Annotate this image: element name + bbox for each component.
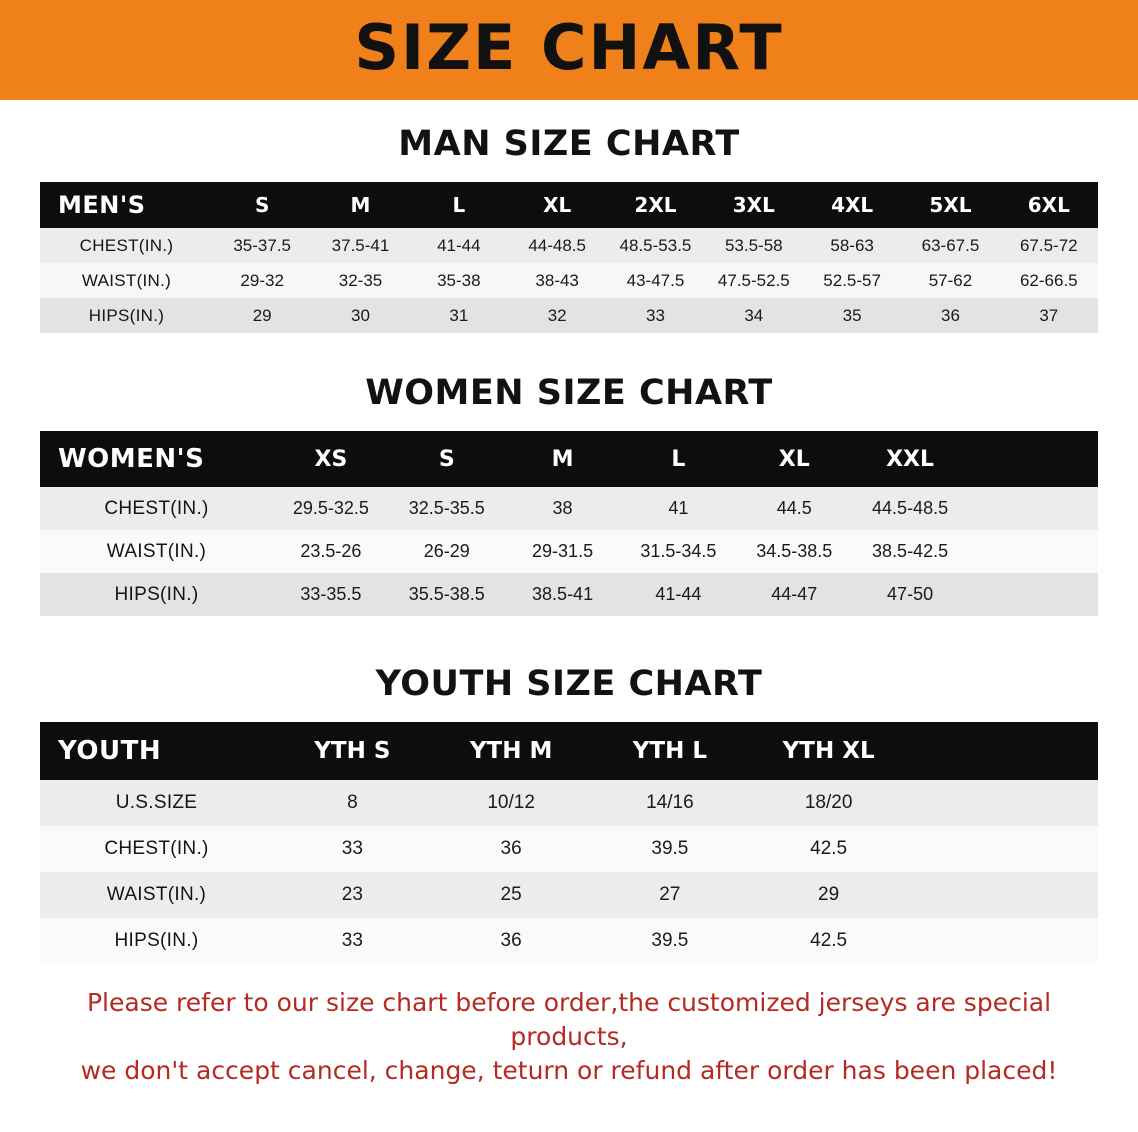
man-row-1-label: WAIST(IN.) [40, 263, 213, 298]
man-row-1-cell-4: 43-47.5 [606, 263, 704, 298]
women-row-2-cell-2: 38.5-41 [505, 573, 621, 616]
man-table-wrap [0, 182, 1138, 333]
youth-row-2-cell-1: 25 [432, 872, 591, 918]
youth-row-0-cell-1: 10/12 [432, 780, 591, 826]
man-row-2-label: HIPS(IN.) [40, 298, 213, 333]
man-row-0-cell-0: 35-37.5 [213, 228, 311, 263]
policy-note-line-1: Please refer to our size chart before order,the customized jerseys are special products, [86, 988, 1052, 1051]
youth-row-1-cell-2: 39.5 [591, 826, 750, 872]
youth-row-0-cell-3: 18/20 [749, 780, 908, 826]
youth-row-3-cell-1: 36 [432, 918, 591, 964]
women-col-5: XXL [852, 431, 968, 487]
table-header-row [40, 431, 1098, 487]
youth-table-wrap [0, 722, 1138, 964]
table-row [40, 918, 1098, 964]
youth-row-3-label: HIPS(IN.) [40, 918, 273, 964]
man-row-2-cell-2: 31 [410, 298, 508, 333]
table-header-row [40, 722, 1098, 780]
women-corner-label: WOMEN'S [40, 431, 273, 487]
women-section-heading: WOMEN SIZE CHART [365, 373, 773, 413]
policy-note-line-2: we don't accept cancel, change, teturn or refund after order has been placed! [80, 1055, 1058, 1085]
man-row-0-cell-2: 41-44 [410, 228, 508, 263]
youth-row-2-label: WAIST(IN.) [40, 872, 273, 918]
women-row-2-cell-1: 35.5-38.5 [389, 573, 505, 616]
man-row-0-label: CHEST(IN.) [40, 228, 213, 263]
youth-row-0-cell-0: 8 [273, 780, 432, 826]
table-row [40, 298, 1098, 333]
women-row-0-label: CHEST(IN.) [40, 487, 273, 530]
youth-col-2: YTH L [591, 722, 750, 780]
man-col-2: L [410, 182, 508, 228]
women-row-2-cell-4: 44-47 [736, 573, 852, 616]
women-col-3: L [620, 431, 736, 487]
policy-note [36, 986, 1102, 1087]
women-size-table [40, 431, 1098, 616]
women-row-2-spacer [968, 573, 1098, 616]
man-row-0-cell-7: 63-67.5 [901, 228, 999, 263]
youth-row-3-cell-3: 42.5 [749, 918, 908, 964]
women-table-wrap [0, 431, 1138, 616]
table-row [40, 228, 1098, 263]
man-row-1-cell-2: 35-38 [410, 263, 508, 298]
man-col-5: 3XL [705, 182, 803, 228]
youth-row-1-cell-1: 36 [432, 826, 591, 872]
youth-row-3-cell-2: 39.5 [591, 918, 750, 964]
man-row-2-cell-4: 33 [606, 298, 704, 333]
man-row-2-cell-5: 34 [705, 298, 803, 333]
man-row-2-cell-1: 30 [311, 298, 409, 333]
man-row-0-cell-8: 67.5-72 [1000, 228, 1098, 263]
youth-col-1: YTH M [432, 722, 591, 780]
women-row-2-cell-0: 33-35.5 [273, 573, 389, 616]
youth-row-1-label: CHEST(IN.) [40, 826, 273, 872]
youth-col-3: YTH XL [749, 722, 908, 780]
women-row-0-cell-4: 44.5 [736, 487, 852, 530]
youth-row-2-cell-0: 23 [273, 872, 432, 918]
man-row-2-cell-7: 36 [901, 298, 999, 333]
women-row-1-cell-0: 23.5-26 [273, 530, 389, 573]
table-row [40, 573, 1098, 616]
youth-row-1-cell-3: 42.5 [749, 826, 908, 872]
man-row-1-cell-1: 32-35 [311, 263, 409, 298]
youth-row-3-spacer [908, 918, 1098, 964]
youth-row-1-cell-0: 33 [273, 826, 432, 872]
women-row-0-cell-1: 32.5-35.5 [389, 487, 505, 530]
man-row-2-cell-0: 29 [213, 298, 311, 333]
women-row-0-spacer [968, 487, 1098, 530]
women-col-1: S [389, 431, 505, 487]
women-col-spacer [968, 431, 1098, 487]
women-row-1-cell-4: 34.5-38.5 [736, 530, 852, 573]
man-row-1-cell-8: 62-66.5 [1000, 263, 1098, 298]
women-row-2-label: HIPS(IN.) [40, 573, 273, 616]
table-row [40, 826, 1098, 872]
youth-corner-label: YOUTH [40, 722, 273, 780]
man-row-1-cell-6: 52.5-57 [803, 263, 901, 298]
man-row-1-cell-3: 38-43 [508, 263, 606, 298]
youth-row-0-spacer [908, 780, 1098, 826]
youth-section-heading: YOUTH SIZE CHART [375, 664, 763, 704]
table-row [40, 487, 1098, 530]
man-col-3: XL [508, 182, 606, 228]
table-row [40, 780, 1098, 826]
youth-row-2-cell-3: 29 [749, 872, 908, 918]
man-row-0-cell-5: 53.5-58 [705, 228, 803, 263]
women-col-2: M [505, 431, 621, 487]
women-row-0-cell-5: 44.5-48.5 [852, 487, 968, 530]
women-row-2-cell-3: 41-44 [620, 573, 736, 616]
women-row-1-spacer [968, 530, 1098, 573]
man-row-2-cell-6: 35 [803, 298, 901, 333]
man-row-2-cell-8: 37 [1000, 298, 1098, 333]
table-row [40, 530, 1098, 573]
women-row-1-cell-2: 29-31.5 [505, 530, 621, 573]
page-title: SIZE CHART [354, 11, 784, 84]
women-row-1-label: WAIST(IN.) [40, 530, 273, 573]
women-row-0-cell-3: 41 [620, 487, 736, 530]
youth-row-3-cell-0: 33 [273, 918, 432, 964]
man-col-6: 4XL [803, 182, 901, 228]
man-col-7: 5XL [901, 182, 999, 228]
man-section-heading: MAN SIZE CHART [398, 124, 740, 164]
table-header-row [40, 182, 1098, 228]
table-row [40, 872, 1098, 918]
man-col-1: M [311, 182, 409, 228]
youth-row-0-label: U.S.SIZE [40, 780, 273, 826]
women-row-1-cell-1: 26-29 [389, 530, 505, 573]
man-row-0-cell-6: 58-63 [803, 228, 901, 263]
man-col-8: 6XL [1000, 182, 1098, 228]
women-col-0: XS [273, 431, 389, 487]
youth-row-1-spacer [908, 826, 1098, 872]
youth-col-0: YTH S [273, 722, 432, 780]
women-col-4: XL [736, 431, 852, 487]
man-row-0-cell-4: 48.5-53.5 [606, 228, 704, 263]
man-corner-label: MEN'S [40, 182, 213, 228]
women-row-1-cell-3: 31.5-34.5 [620, 530, 736, 573]
youth-col-spacer [908, 722, 1098, 780]
man-row-1-cell-0: 29-32 [213, 263, 311, 298]
women-row-1-cell-5: 38.5-42.5 [852, 530, 968, 573]
man-size-table [40, 182, 1098, 333]
youth-row-2-spacer [908, 872, 1098, 918]
man-row-1-cell-7: 57-62 [901, 263, 999, 298]
man-row-2-cell-3: 32 [508, 298, 606, 333]
table-row [40, 263, 1098, 298]
women-row-0-cell-2: 38 [505, 487, 621, 530]
youth-size-table [40, 722, 1098, 964]
man-col-4: 2XL [606, 182, 704, 228]
youth-row-0-cell-2: 14/16 [591, 780, 750, 826]
man-col-0: S [213, 182, 311, 228]
man-row-0-cell-1: 37.5-41 [311, 228, 409, 263]
man-row-0-cell-3: 44-48.5 [508, 228, 606, 263]
women-row-0-cell-0: 29.5-32.5 [273, 487, 389, 530]
man-row-1-cell-5: 47.5-52.5 [705, 263, 803, 298]
women-row-2-cell-5: 47-50 [852, 573, 968, 616]
page-banner [0, 0, 1138, 100]
youth-row-2-cell-2: 27 [591, 872, 750, 918]
